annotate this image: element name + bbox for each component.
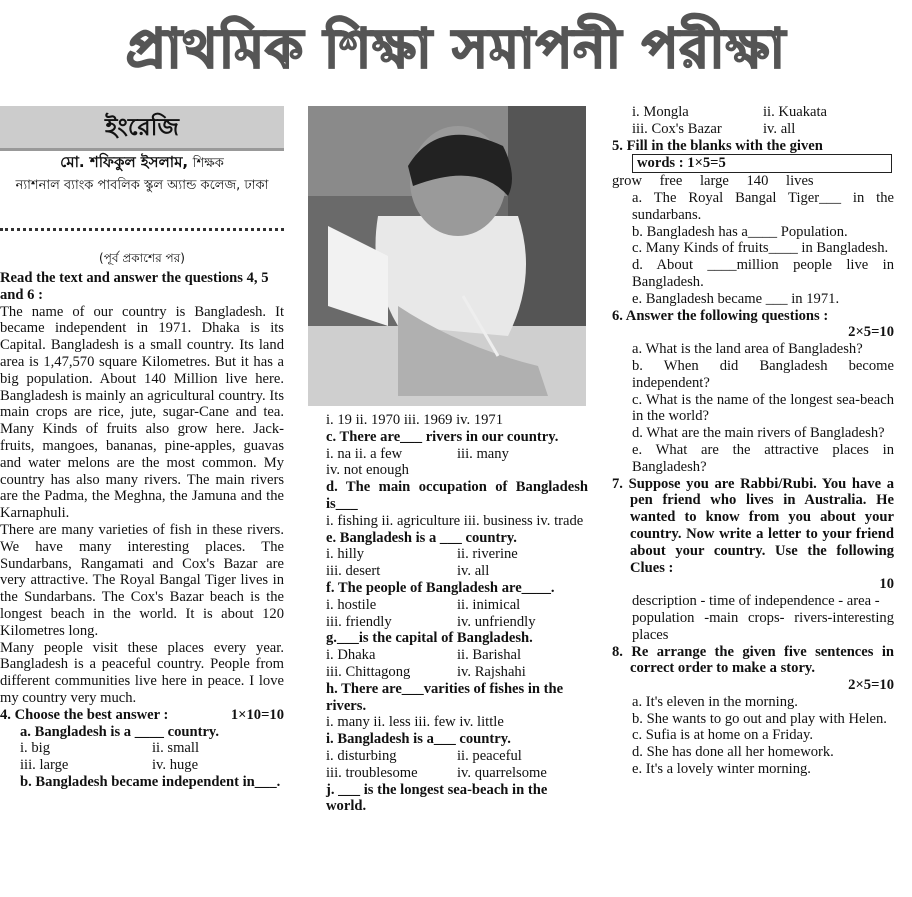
question-6-marks: 2×5=10 [848,324,894,341]
sentence-b: b. She wants to go out and play with Helen. [632,710,887,727]
author-name: মো. শফিকুল ইসলাম, [60,153,189,171]
question-4j-options-2: iii. Cox's Bazar iv. all [632,120,796,137]
question-5-heading: 5. Fill in the blanks with the given [612,137,823,154]
question-4f: f. The people of Bangladesh are____. [326,579,555,596]
fill-b: b. Bangladesh has a____ Population. [632,223,848,240]
question-7: 7. Suppose you are Rabbi/Rubi. You have a pen friend who lives in Australia. He wanted to know from you about your country. Now write a letter to your friend about your country. Use the following Clues : [612,475,894,576]
question-4h-options: i. many ii. less iii. few iv. little [326,714,504,731]
answer-a: a. What is the land area of Bangladesh? [632,341,863,358]
question-6-heading: 6. Answer the following questions : [612,307,829,324]
fill-e: e. Bangladesh became ___ in 1971. [632,290,840,307]
question-4c-options-2: iv. not enough [326,462,409,479]
photo-illustration [308,106,586,406]
answer-d: d. What are the main rivers of Bangladesh? [632,425,885,442]
question-4e-options-1: i. hilly ii. riverine [326,546,518,563]
word-bank: grow free large 140 lives [612,173,814,190]
clues-1: description - time of independence - area - [632,593,880,610]
question-4i: i. Bangladesh is a___ country. [326,731,511,748]
question-4b: b. Bangladesh became independent in___. [20,773,281,790]
question-8: 8. Re arrange the given five sentences in correct order to make a story. [612,643,894,677]
question-4a-options-1: i. big ii. small [20,740,200,757]
answer-e: e. What are the attractive places in Bangladesh? [632,441,894,475]
fill-d: d. About ____million people live in Bangladesh. [632,257,894,290]
question-5-marks [612,154,894,173]
question-4e-options-2: iii. desert iv. all [326,563,490,580]
column-2 [326,412,588,815]
author-block [0,154,284,197]
question-4i-options-2: iii. troublesome iv. quarrelsome [326,764,547,781]
sentence-c: c. Sufia is at home on a Friday. [632,727,814,744]
sentence-a: a. It's eleven in the morning. [632,693,798,710]
question-4f-options-1: i. hostile ii. inimical [326,596,521,613]
clues-2: population -main crops- rivers-interesting places [632,609,894,643]
author-role: শিক্ষক [192,156,224,171]
passage-para-1: The name of our country is Bangladesh. It became independent in 1971. Dhaka is its Capital. Bangladesh is a small country. Its land area is 1,47,570 square Kilometres. But it has a big population. About 140 Million live here. Bangladesh is mainly an agricultural country. Its main crops are rice, jute, sugar-Cane and tea. Many Kinds of fruits also grow here. Jack-fruits, mangoes, bananas, pine-apples, guavas and water melons are the most common. My country has also many rivers. The main rivers are the Padma, the Meghna, the Jamuna and the Karnaphuli. [0,303,284,522]
question-4a-options-2: iii. large iv. huge [20,757,199,774]
question-7-marks: 10 [879,576,894,593]
passage-para-3: Many people visit these places every year. Bangladesh is a peaceful country. People from different communities live here in peace. I love my country very much. [0,639,284,706]
instruction: Read the text and answer the questions 4, 5 and 6 : [0,270,269,303]
masthead-title: প্রাথমিক শিক্ষা সমাপনী পরীক্ষা [125,17,787,80]
masthead [0,0,912,98]
question-4c: c. There are___ rivers in our country. [326,428,559,445]
word-box-label: words : 1×5=5 [632,154,892,173]
subject-title: ইংরেজি [105,113,179,141]
question-4g: g.___is the capital of Bangladesh. [326,630,533,647]
continued-note: (পূর্ব প্রকাশের পর) [99,251,185,265]
sentence-d: d. She has done all her homework. [632,744,834,761]
answer-c: c. What is the name of the longest sea-beach in the world? [632,391,894,425]
question-4i-options-1: i. disturbing ii. peaceful [326,747,522,764]
question-4e: e. Bangladesh is a ___ country. [326,529,517,546]
question-4f-options-2: iii. friendly iv. unfriendly [326,613,536,630]
student-photo [308,106,586,406]
passage-para-2: There are many varieties of fish in these rivers. We have many interesting places. The Sundarbans, Rangamati and Cox's Bazar are very attractive. The Royal Bangal Tiger lives in the Sundarbans. The Cox's Bazar beach is the longest beach in the world. It is about 120 Kilometres long. [0,521,284,639]
question-4g-options-1: i. Dhaka ii. Barishal [326,647,522,664]
fill-c: c. Many Kinds of fruits____ in Bangladesh. [632,240,889,257]
question-8-marks: 2×5=10 [848,677,894,694]
question-4-heading: 4. Choose the best answer : 1×10=10 [0,706,284,723]
sentence-e: e. It's a lovely winter morning. [632,761,811,778]
question-4g-options-2: iii. Chittagong iv. Rajshahi [326,663,526,680]
question-4b-options: i. 19 ii. 1970 iii. 1969 iv. 1971 [326,412,504,428]
author-institution: ন্যাশনাল ব্যাংক পাবলিক স্কুল অ্যান্ড কলেজ, ঢাকা [15,177,269,193]
question-4d-options: i. fishing ii. agriculture iii. business iv. trade [326,512,584,529]
fill-a: a. The Royal Bangal Tiger___ in the sundarbans. [632,189,894,223]
dotted-divider [0,228,284,231]
question-4j: j. ___ is the longest sea-beach in the world. [326,781,548,815]
subject-banner [0,106,284,151]
reading-passage [0,270,284,791]
question-4j-options-1: i. Mongla ii. Kuakata [632,104,828,120]
question-4h: h. There are___varities of fishes in the rivers. [326,680,564,714]
column-3 [612,104,894,778]
question-4d: d. The main occupation of Bangladesh is___ [326,479,588,512]
answer-b: b. When did Bangladesh become independent? [632,357,894,391]
question-4a: a. Bangladesh is a ____ country. [20,723,220,740]
question-4c-options-1: i. na ii. a few iii. many [326,445,509,462]
